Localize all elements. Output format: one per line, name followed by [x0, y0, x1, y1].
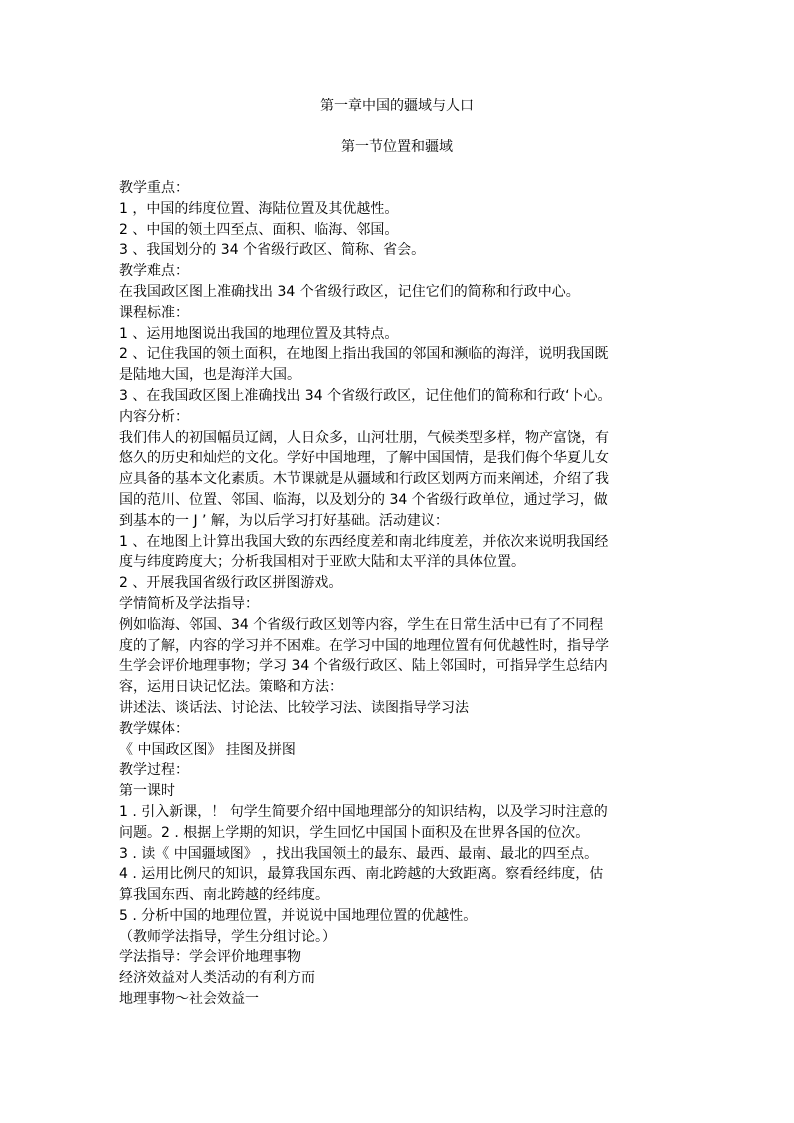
text-line: 1 、运用地图说出我国的地理位置及其特点。 [119, 325, 399, 342]
text-line: 经济效益对人类活动的有利方而 [119, 970, 315, 987]
text-line: 《 中国政区图》 挂图及拼图 [119, 741, 296, 758]
text-line: 算我国东西、南北跨越的经纬度。 [119, 887, 329, 904]
text-line: 应具备的基本文化素质。木节课就是从疆域和行政区划两方而来阐述，介绍了我 [119, 471, 609, 488]
text-line: 2 、开展我国省级行政区拼图游戏。 [119, 575, 343, 592]
text-line: 3 、在我国政区图上准确找出 34 个省级行政区，记住他们的简称和行政‘卜心。 [119, 387, 612, 404]
text-line: 是陆地大国，也是海洋大国。 [119, 367, 301, 384]
text-line: 度与纬度跨度大；分析我国相对于亚欧大陆和太平洋的具体位置。 [119, 554, 525, 571]
body-text [119, 178, 679, 1010]
text-line: 学情简析及学法指导： [119, 595, 259, 612]
text-line: 1 、在地图上计算出我国大致的东西经度差和南北纬度差，并依次来说明我国经 [119, 533, 609, 550]
text-line: 1 ，中国的纬度位置、海陆位置及其优越性。 [119, 200, 399, 217]
text-line: 问题。2 . 根据上学期的知识，学生回忆中国国卜面积及在世界各国的位次。 [119, 824, 590, 841]
text-line: 教学过程： [119, 762, 189, 779]
text-line: 课程标准： [119, 304, 189, 321]
text-line: 度的了解，内容的学习并不困难。在学习中国的地理位置有何优越性时，指导学 [119, 637, 609, 654]
text-line: 教学重点： [119, 180, 189, 196]
text-line: 第一课时 [119, 783, 175, 800]
chapter-title: 第一章中国的疆域与人口 [320, 98, 474, 114]
text-line: 内容分析： [119, 408, 189, 425]
text-line: 教学难点： [119, 263, 189, 280]
text-line: 2 、记住我国的领土面积，在地图上指出我国的邻国和濒临的海洋，说明我国既 [119, 346, 609, 363]
section-title: 第一节位置和疆域 [341, 139, 453, 155]
text-line: 例如临海、邻国、34 个省级行政区划等内容，学生在日常生活中已有了不同程 [119, 616, 604, 633]
text-line: 4 . 运用比例尺的知识，最算我国东西、南北跨越的大致距离。察看经纬度，估 [119, 866, 604, 883]
text-line: 学法指导：学会评价地理事物 [119, 949, 301, 966]
text-line: 地理事物～社会效益一 [119, 991, 259, 1008]
text-line: 教学媒体： [119, 720, 189, 737]
text-line: 到基本的一 J ’ 解，为以后学习打好基础。活动建议： [119, 512, 449, 529]
text-line: 容，运用日诀记忆法。策略和方法： [119, 679, 343, 696]
text-line: 悠久的历史和灿烂的文化。学好中国地理，了解中国国情，是我们侮个华夏儿女 [119, 450, 609, 467]
text-line: 3 . 读《 中国疆域图》 ，找出我国领土的最东、最西、最南、最北的四至点。 [119, 845, 599, 862]
text-line: 在我国政区图上准确找出 34 个省级行政区，记住它们的简称和行政中心。 [119, 283, 580, 300]
text-line: （教师学法指导，学生分组讨论。） [119, 928, 336, 945]
text-line: 国的范川、位置、邻国、临海，以及划分的 34 个省级行政单位，通过学习，做 [119, 491, 608, 508]
text-line: 生学会评价地理事物；学习 34 个省级行政区、陆上邻国时，可指异学生总结内 [119, 658, 608, 675]
text-line: 讲述法、谈话法、讨论法、比较学习法、读图指导学习法 [119, 699, 469, 716]
text-line: 5 . 分析中国的地理位置，并说说中国地理位置的优越性。 [119, 907, 478, 924]
text-line: 3 、我国划分的 34 个省级行政区、简称、省会。 [119, 242, 426, 259]
text-line: 2 、中国的领土四至点、面积、临海、邻国。 [119, 221, 399, 238]
text-line: 我们伟人的初国幅员辽阔，人日众多，山河壮朋，气候类型多样，物产富饶，有 [119, 429, 609, 446]
text-line: 1 . 引入新课，！ 句学生简要介绍中国地理部分的知识结构，以及学习时注意的 [119, 803, 608, 820]
